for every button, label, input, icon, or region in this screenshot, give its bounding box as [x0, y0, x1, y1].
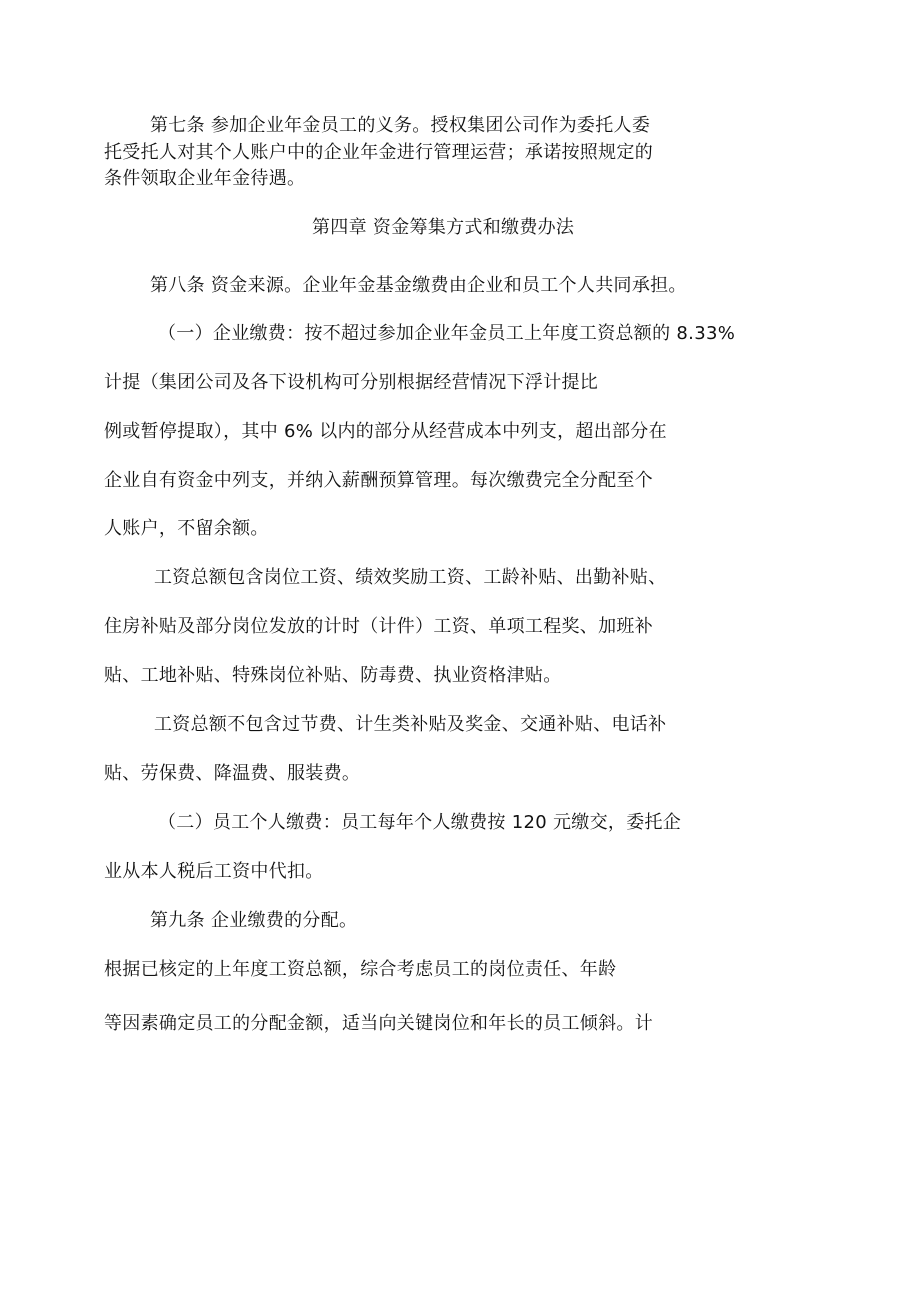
article-9-line-2: 等因素确定员工的分配金额，适当向关键岗位和年长的员工倾斜。计 [104, 1013, 653, 1034]
employee-contribution-line-1: （二）员工个人缴费：员工每年个人缴费按 120 元缴交，委托企 [158, 812, 682, 833]
article-9-line-1: 根据已核定的上年度工资总额，综合考虑员工的岗位责任、年龄 [104, 959, 617, 980]
wage-total-excludes-line-1: 工资总额不包含过节费、计生类补贴及奖金、交通补贴、电话补 [154, 714, 667, 735]
chapter-4-heading: 第四章 资金筹集方式和缴费办法 [312, 217, 575, 238]
article-7-line-2: 托受托人对其个人账户中的企业年金进行管理运营；承诺按照规定的 [104, 142, 653, 163]
enterprise-contribution-line-5: 人账户，不留余额。 [104, 518, 269, 539]
article-9-heading: 第九条 企业缴费的分配。 [150, 910, 358, 931]
wage-total-includes-line-3: 贴、工地补贴、特殊岗位补贴、防毒费、执业资格津贴。 [104, 665, 562, 686]
enterprise-contribution-line-4: 企业自有资金中列支，并纳入薪酬预算管理。每次缴费完全分配至个 [104, 470, 653, 491]
wage-total-includes-line-2: 住房补贴及部分岗位发放的计时（计件）工资、单项工程奖、加班补 [104, 616, 653, 637]
article-8-line-1: 第八条 资金来源。企业年金基金缴费由企业和员工个人共同承担。 [150, 275, 687, 296]
article-7-line-1: 第七条 参加企业年金员工的义务。授权集团公司作为委托人委 [150, 115, 651, 136]
wage-total-excludes-line-2: 贴、劳保费、降温费、服装费。 [104, 763, 361, 784]
employee-contribution-line-2: 业从本人税后工资中代扣。 [104, 861, 324, 882]
enterprise-contribution-line-3: 例或暂停提取），其中 6% 以内的部分从经营成本中列支，超出部分在 [104, 421, 667, 442]
enterprise-contribution-line-1: （一）企业缴费：按不超过参加企业年金员工上年度工资总额的 8.33% [158, 323, 736, 344]
article-7-line-3: 条件领取企业年金待遇。 [104, 168, 306, 189]
enterprise-contribution-line-2: 计提（集团公司及各下设机构可分别根据经营情况下浮计提比 [104, 372, 599, 393]
wage-total-includes-line-1: 工资总额包含岗位工资、绩效奖励工资、工龄补贴、出勤补贴、 [154, 567, 667, 588]
